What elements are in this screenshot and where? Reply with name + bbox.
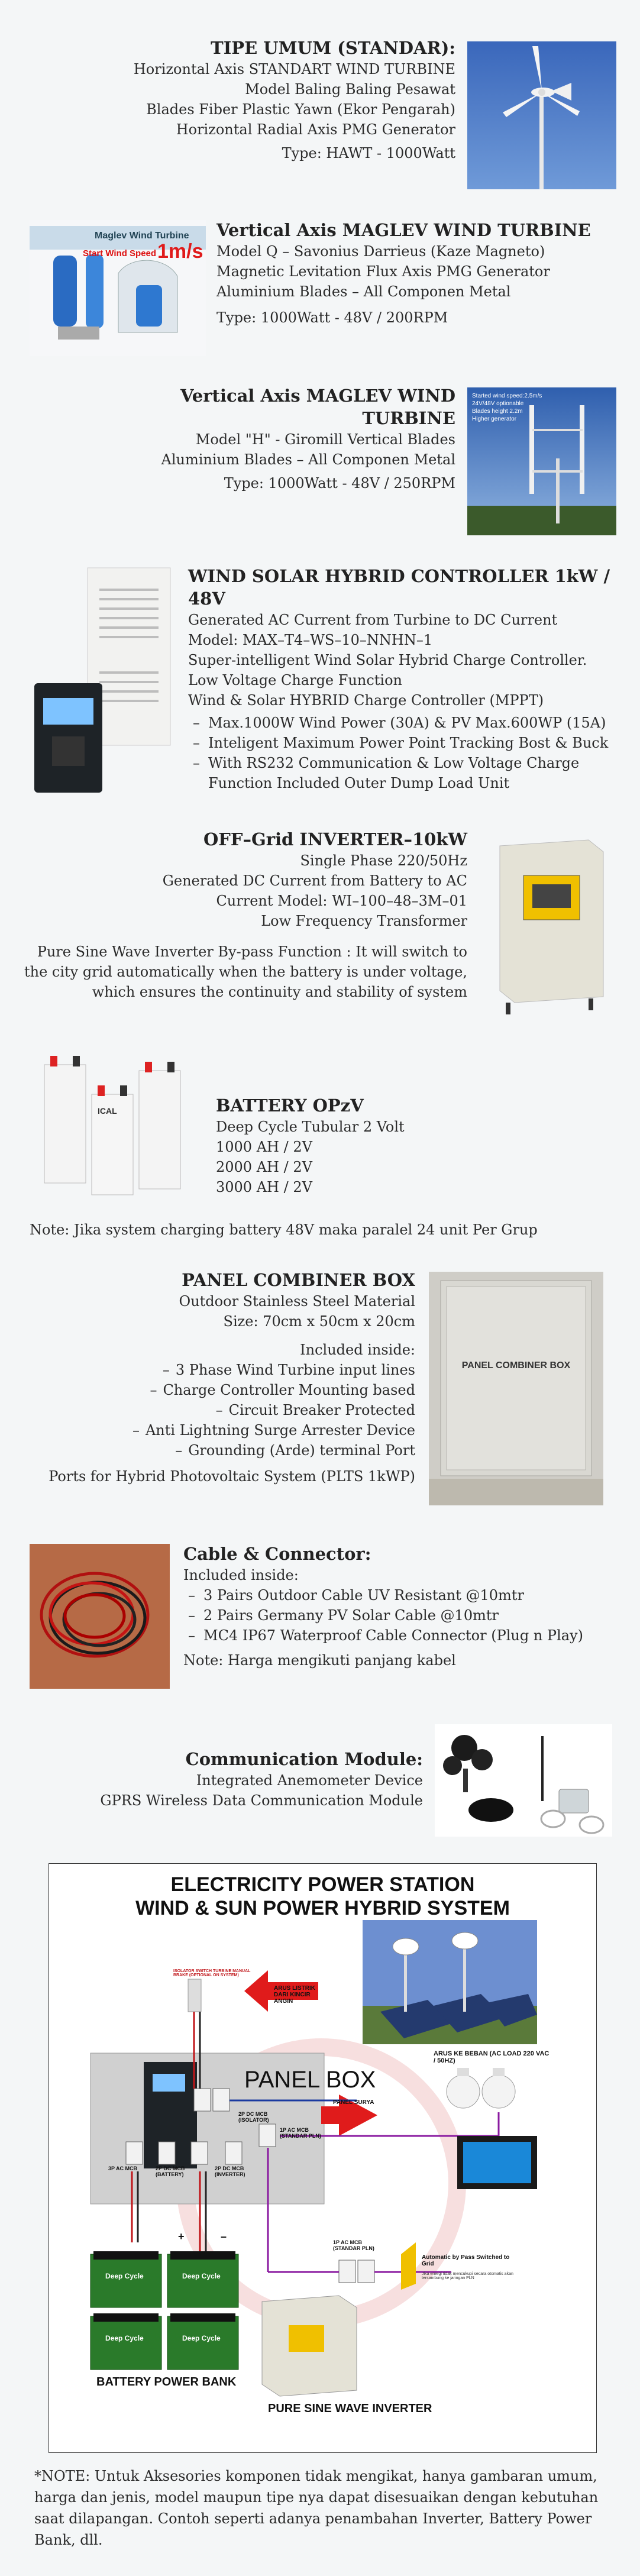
communication-title: Communication Module: bbox=[185, 1749, 423, 1769]
battery-bank-label: BATTERY POWER BANK bbox=[96, 2375, 237, 2388]
battery-minus-sign: – bbox=[221, 2231, 227, 2242]
battery-unit-label: Deep Cycle bbox=[182, 2334, 221, 2342]
spec-line: Model Baling Baling Pesawat bbox=[245, 81, 455, 98]
list-item-text: Grounding (Arde) terminal Port bbox=[188, 1442, 415, 1459]
arus-beban-label: ARUS KE BEBAN (AC LOAD 220 VAC / 50HZ) bbox=[434, 2050, 550, 2064]
battery-unit-label: Deep Cycle bbox=[105, 2334, 144, 2342]
list-item: – Max.1000W Wind Power (30A) & PV Max.600WP (15A) bbox=[188, 713, 626, 733]
spec-line: Low Frequency Transformer bbox=[261, 913, 467, 929]
combiner-box-title: PANEL COMBINER BOX bbox=[182, 1270, 415, 1290]
panel-surya-label: PANEL SURYA bbox=[333, 2099, 374, 2106]
maglev-image-caption: Maglev Wind Turbine bbox=[95, 231, 189, 241]
section-maglev-q bbox=[216, 219, 625, 328]
section-battery bbox=[216, 1094, 571, 1197]
spec-line: Model "H" - Giromill Vertical Blades bbox=[195, 431, 455, 448]
list-item-text: Circuit Breaker Protected bbox=[228, 1402, 415, 1418]
battery-brand-label: ICAL bbox=[98, 1106, 117, 1116]
list-item: – 2 Pairs Germany PV Solar Cable @10mtr bbox=[183, 1605, 621, 1625]
spec-line: Model Q – Savonius Darrieus (Kaze Magneto) bbox=[216, 243, 545, 260]
spec-line: Aluminium Blades – All Componen Metal bbox=[161, 451, 455, 468]
battery-mcb-label: 2P DC MCB (BATTERY) bbox=[156, 2165, 185, 2177]
spec-line: GPRS Wireless Data Communication Module bbox=[100, 1792, 423, 1809]
battery-title: BATTERY OPzV bbox=[216, 1095, 364, 1116]
spec-line: 3000 AH / 2V bbox=[216, 1179, 312, 1195]
spec-line: 1000 AH / 2V bbox=[216, 1139, 312, 1155]
list-item: – Inteligent Maximum Power Point Tracking Bost & Buck bbox=[188, 733, 626, 753]
hybrid-controller-title: WIND SOLAR HYBRID CONTROLLER 1kW / 48V bbox=[188, 566, 610, 609]
panel-box-label: PANEL BOX bbox=[244, 2067, 376, 2093]
spec-line: Size: 70cm x 50cm x 20cm bbox=[223, 1313, 415, 1330]
combiner-box-label: PANEL COMBINER BOX bbox=[461, 1360, 571, 1371]
hybrid-system-diagram bbox=[49, 1863, 597, 2453]
hybrid-controller-image bbox=[28, 565, 185, 796]
image-text-line: 24V/48V optionable bbox=[472, 400, 524, 407]
cable-title: Cable & Connector: bbox=[183, 1544, 371, 1564]
bypass-sublabel: Jika energi tidak mencukupi secara otomatis akan tersambung ke jaringan PLN bbox=[422, 2272, 513, 2280]
giromill-turbine-image bbox=[467, 387, 616, 535]
maglev-h-title: Vertical Axis MAGLEV WIND TURBINE bbox=[180, 386, 455, 428]
list-item: – Anti Lightning Surge Arrester Device bbox=[132, 1422, 415, 1439]
isolator-mcb-label: 2P DC MCB (ISOLATOR) bbox=[238, 2111, 269, 2123]
spec-line: Horizontal Axis STANDART WIND TURBINE bbox=[133, 61, 455, 77]
spec-line: Wind & Solar HYBRID Charge Controller (MPPT) bbox=[188, 692, 544, 709]
cable-list bbox=[183, 1585, 621, 1646]
spec-line: Type: 1000Watt - 48V / 200RPM bbox=[216, 309, 448, 326]
spec-line: Deep Cycle Tubular 2 Volt bbox=[216, 1119, 405, 1135]
spec-line: Horizontal Radial Axis PMG Generator bbox=[176, 121, 455, 138]
section-maglev-h bbox=[89, 384, 455, 493]
maglev-q-title: Vertical Axis MAGLEV WIND TURBINE bbox=[216, 220, 591, 240]
section-inverter bbox=[24, 828, 467, 1002]
communication-module-image bbox=[435, 1724, 612, 1837]
list-item: – With RS232 Communication & Low Voltage Charge Function Included Outer Dump Load Unit bbox=[188, 753, 587, 793]
section-combiner-box bbox=[35, 1269, 415, 1486]
isolator-label: ISOLATOR SWITCH TURBINE MANUAL BRAKE (OPTIONAL ON SYSTEM) bbox=[173, 1969, 251, 1977]
spec-line: Included inside: bbox=[300, 1342, 415, 1358]
image-text-line: Started wind speed:2.5m/s bbox=[472, 393, 542, 399]
spec-line: Aluminium Blades – All Componen Metal bbox=[216, 283, 511, 300]
spec-line: Model: MAX–T4–WS–10–NNHN–1 bbox=[188, 632, 433, 648]
cable-note: Note: Harga mengikuti panjang kabel bbox=[183, 1652, 456, 1669]
image-text-line: Blades height 2.2m bbox=[472, 408, 523, 415]
combiner-footer-line: Ports for Hybrid Photovoltaic System (PLTS 1kWP) bbox=[49, 1468, 415, 1485]
spec-line: Generated DC Current from Battery to AC bbox=[162, 872, 467, 889]
spec-line: Current Model: WI–100–48–3M–01 bbox=[216, 893, 467, 909]
spec-line: Super-intelligent Wind Solar Hybrid Charge Controller. bbox=[188, 652, 587, 668]
inverter-title: OFF–Grid INVERTER–10kW bbox=[203, 829, 467, 849]
diagram-title bbox=[49, 1873, 596, 1920]
spec-line: 2000 AH / 2V bbox=[216, 1159, 312, 1175]
list-item: – 3 Pairs Outdoor Cable UV Resistant @10mtr bbox=[183, 1585, 621, 1605]
footnote: *NOTE: Untuk Aksesories komponen tidak mengikat, hanya gambaran umum, harga dan jenis, model maupun tipe nya dapat disesuaikan dengan kebutuhan saat dilapangan. Contoh seperti adanya penambahan Inverter, Battery Power Bank, dll. bbox=[34, 2468, 599, 2548]
list-item: – 3 Phase Wind Turbine input lines bbox=[162, 1362, 415, 1378]
inverter-description: Pure Sine Wave Inverter By-pass Function : It will switch to the city grid automatically when the battery is under voltage, which ensures the continuity and stability of system bbox=[24, 943, 467, 1000]
section-standard-turbine bbox=[106, 37, 455, 163]
battery-unit-label: Deep Cycle bbox=[105, 2272, 144, 2280]
spec-line: Type: HAWT - 1000Watt bbox=[282, 145, 455, 161]
list-item-text: Charge Controller Mounting based bbox=[163, 1382, 415, 1398]
list-item: – Grounding (Arde) terminal Port bbox=[175, 1442, 415, 1459]
standard-turbine-title: TIPE UMUM (STANDAR): bbox=[211, 38, 455, 58]
list-item: – Circuit Breaker Protected bbox=[215, 1402, 415, 1418]
list-item: – Charge Controller Mounting based bbox=[150, 1382, 415, 1398]
inverter-image bbox=[482, 834, 612, 1017]
battery-plus-sign: + bbox=[178, 2231, 185, 2242]
start-wind-speed-label: Start Wind Speed bbox=[83, 248, 157, 258]
section-cable bbox=[183, 1543, 621, 1670]
inverter-mcb-label: 2P DC MCB (INVERTER) bbox=[215, 2165, 245, 2177]
list-item-text: Anti Lightning Surge Arrester Device bbox=[145, 1422, 415, 1439]
cable-image bbox=[30, 1544, 170, 1689]
ac-mcb-label: 3P AC MCB bbox=[108, 2165, 138, 2171]
pln-mcb-label-2: 1P AC MCB (STANDAR PLN) bbox=[333, 2239, 374, 2251]
section-communication bbox=[59, 1748, 423, 1811]
combiner-feature-list bbox=[35, 1360, 415, 1460]
bypass-label: Automatic by Pass Switched to Grid bbox=[422, 2254, 510, 2267]
giromill-image-text bbox=[472, 392, 542, 423]
battery-opzv-image bbox=[27, 1047, 203, 1213]
spec-line: Type: 1000Watt - 48V / 250RPM bbox=[224, 475, 455, 492]
battery-note: Note: Jika system charging battery 48V maka paralel 24 unit Per Grup bbox=[30, 1221, 538, 1238]
section-hybrid-controller bbox=[188, 565, 626, 793]
image-text-line: Higher generator bbox=[472, 416, 517, 422]
spec-line: Generated AC Current from Turbine to DC Current bbox=[188, 612, 558, 628]
inverter-label: PURE SINE WAVE INVERTER bbox=[268, 2402, 432, 2415]
list-item-text: 3 Phase Wind Turbine input lines bbox=[175, 1362, 415, 1378]
controller-feature-list bbox=[188, 713, 626, 793]
maglev-q-turbine-image bbox=[30, 220, 206, 356]
spec-line: Blades Fiber Plastic Yawn (Ekor Pengarah) bbox=[146, 101, 455, 118]
spec-line: Integrated Anemometer Device bbox=[196, 1772, 423, 1789]
spec-line: Single Phase 220/50Hz bbox=[300, 852, 467, 869]
diagram-title-line: ELECTRICITY POWER STATION bbox=[170, 1873, 475, 1896]
pln-mcb-label: 1P AC MCB (STANDAR PLN) bbox=[280, 2127, 321, 2139]
start-wind-speed-value: 1m/s bbox=[157, 240, 203, 263]
spec-line: Low Voltage Charge Function bbox=[188, 672, 402, 689]
combiner-box-image bbox=[429, 1272, 603, 1505]
spec-line: Included inside: bbox=[183, 1567, 299, 1583]
spec-line: Outdoor Stainless Steel Material bbox=[179, 1293, 415, 1310]
diagram-title-line: WIND & SUN POWER HYBRID SYSTEM bbox=[135, 1897, 510, 1919]
arus-angin-label: ARUS LISTRIK DARI KINCIR ANGIN bbox=[274, 1985, 315, 2005]
spec-line: Magnetic Levitation Flux Axis PMG Generator bbox=[216, 263, 550, 280]
list-item: – MC4 IP67 Waterproof Cable Connector (Plug n Play) bbox=[183, 1625, 621, 1646]
battery-unit-label: Deep Cycle bbox=[182, 2272, 221, 2280]
hawt-turbine-image bbox=[467, 41, 616, 189]
